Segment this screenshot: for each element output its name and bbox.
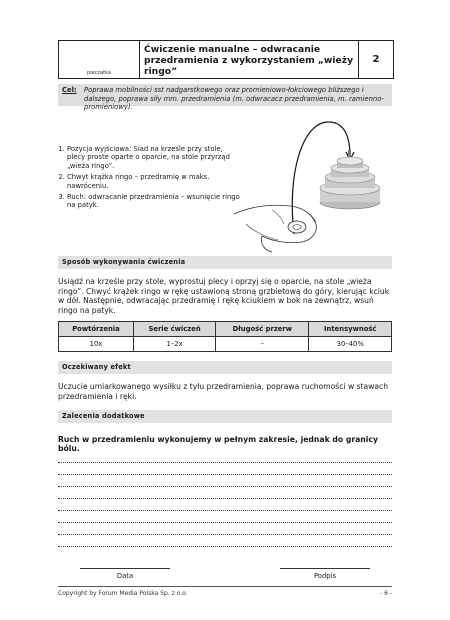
signature-label: Podpis xyxy=(313,572,337,580)
col-series: Serie ćwiczeń xyxy=(133,322,215,337)
col-repetitions: Powtórzenia xyxy=(59,322,134,337)
step-item: 1. Pozycja wyjściowa: Siad na krześle przy stole, plecy proste oparte o oparcie, na stole przyrząd „wieża ringo”. xyxy=(67,145,242,170)
exercise-header xyxy=(58,40,394,79)
date-line[interactable] xyxy=(80,568,170,569)
step-item: 2. Chwyt krążka ringo – przedramię w maks. nawróceniu. xyxy=(67,173,242,190)
writing-line[interactable] xyxy=(58,486,392,487)
writing-line[interactable] xyxy=(58,522,392,523)
footer-divider xyxy=(58,586,392,587)
writing-line[interactable] xyxy=(58,462,392,463)
cell-break-length: – xyxy=(216,337,309,352)
method-text: Usiądź na krześle przy stole, wyprostuj plecy i oprzyj się o oparcie, na stole „wieża ringo”. Chwyć krążek ringo w rękę ustawioną stroną grzbietową do góry, kierując kciuk w dół. Następnie, odwracając przedramię i rękę kciukiem w bok na zewnątrz, wsuń ringo na patyk. xyxy=(58,277,390,315)
table-row xyxy=(59,337,392,352)
method-section-title: Sposób wykonywania ćwiczenia xyxy=(58,256,392,269)
cell-series: 1–2x xyxy=(133,337,215,352)
writing-line[interactable] xyxy=(58,534,392,535)
col-intensity: Intensywność xyxy=(309,322,392,337)
goal-label: Cel: xyxy=(62,86,77,94)
ringo-tower-illustration xyxy=(232,114,404,254)
effect-section-title: Oczekiwany efekt xyxy=(58,361,392,374)
cell-intensity: 30–40% xyxy=(309,337,392,352)
step-item: 3. Ruch: odwracanie przedramienia – wsunięcie ringo na patyk. xyxy=(67,193,242,210)
signature-line[interactable] xyxy=(280,568,370,569)
copyright-text: Copyright by Forum Media Polska Sp. z o.o. xyxy=(58,590,188,597)
writing-line[interactable] xyxy=(58,498,392,499)
cell-repetitions: 10x xyxy=(59,337,134,352)
date-label: Data xyxy=(116,572,134,580)
additional-section-title: Zalecenia dodatkowe xyxy=(58,410,392,423)
stamp-box xyxy=(59,41,140,78)
exercise-title: Ćwiczenie manualne – odwracanie przedramienia z wykorzystaniem „wieży ringo” xyxy=(140,41,359,78)
goal-box xyxy=(58,84,392,111)
effect-text: Uczucie umiarkowanego wysiłku z tyłu przedramienia, poprawa ruchomości w stawach przedramienia i ręki. xyxy=(58,382,389,401)
goal-text: Poprawa mobilności sst nadgarstkowego oraz promieniowo-łokciowego bliższego i dalszego, poprawa siły mm. przedramienia (m. odwracacz przedramienia, m. ramienno-promieniowy). xyxy=(84,86,384,111)
table-header-row xyxy=(59,322,392,337)
exercise-params-table xyxy=(58,321,392,352)
stamp-label: pieczątka xyxy=(87,70,111,76)
writing-line[interactable] xyxy=(58,546,392,547)
col-break-length: Długość przerw xyxy=(216,322,309,337)
page-number: - 6 - xyxy=(380,590,392,597)
additional-text: Ruch w przedramieniu wykonujemy w pełnym zakresie, jednak do granicy bólu. xyxy=(58,435,378,453)
writing-line[interactable] xyxy=(58,474,392,475)
writing-line[interactable] xyxy=(58,510,392,511)
exercise-number: 2 xyxy=(372,54,380,65)
steps-list xyxy=(58,145,242,213)
